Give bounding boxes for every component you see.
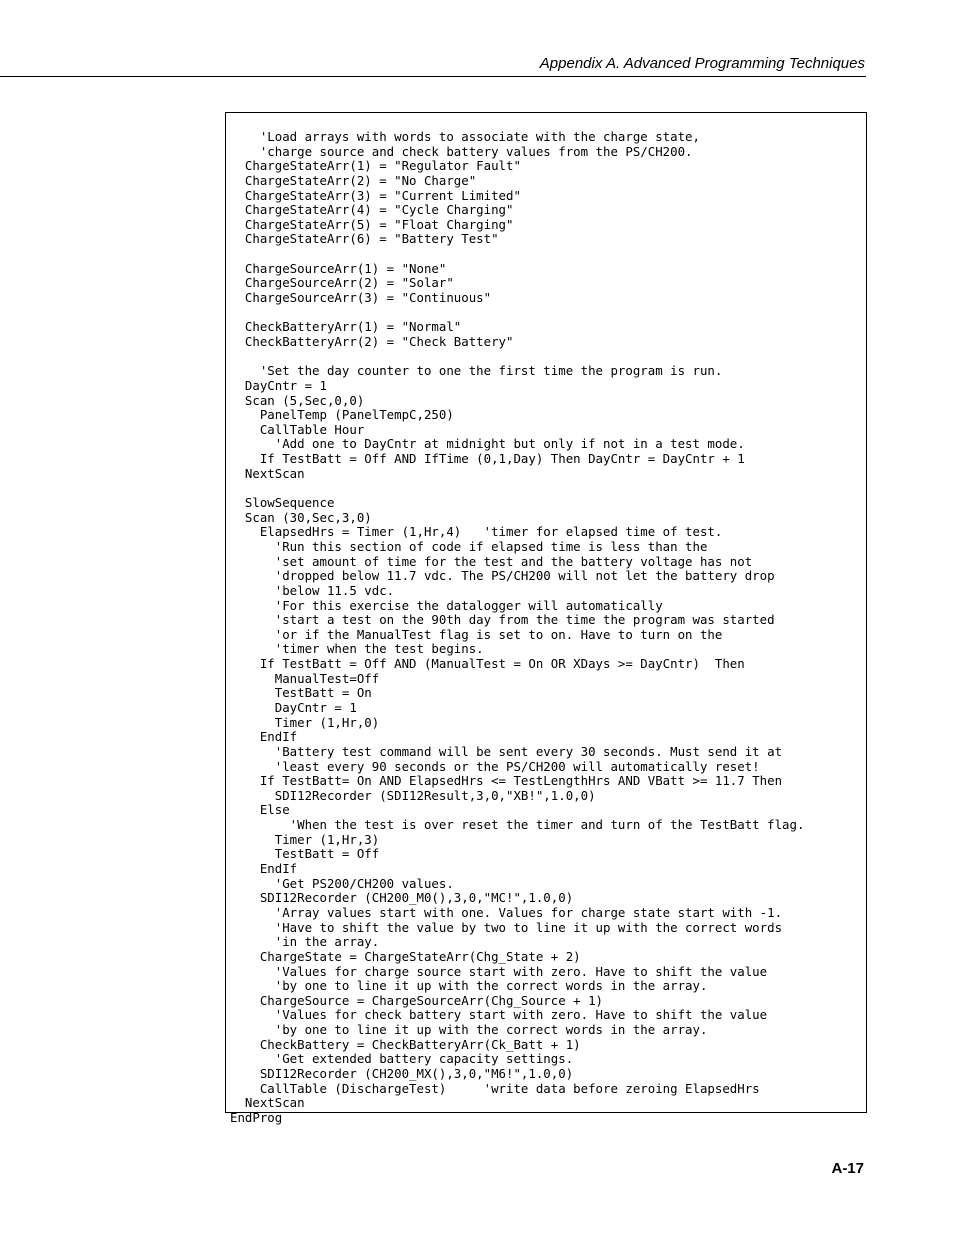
- code-line: SDI12Recorder (SDI12Result,3,0,"XB!",1.0,0): [230, 787, 596, 803]
- code-line: CheckBatteryArr(1) = "Normal": [230, 319, 462, 335]
- code-line: 'charge source and check battery values from the PS/CH200.: [230, 143, 693, 159]
- code-line: CallTable Hour: [230, 421, 365, 437]
- code-line: 'Run this section of code if elapsed time is less than the: [230, 538, 708, 554]
- code-line: 'Get PS200/CH200 values.: [230, 875, 454, 891]
- code-line: ChargeStateArr(4) = "Cycle Charging": [230, 202, 514, 218]
- code-line: 'by one to line it up with the correct words in the array.: [230, 1022, 708, 1038]
- code-line: EndIf: [230, 729, 298, 745]
- code-line: DayCntr = 1: [230, 377, 327, 393]
- code-line: ManualTest=Off: [230, 670, 380, 686]
- code-line: If TestBatt= On AND ElapsedHrs <= TestLengthHrs AND VBatt >= 11.7 Then: [230, 773, 783, 789]
- code-line: [230, 350, 866, 365]
- running-header-title: Appendix A. Advanced Programming Techniques: [539, 55, 865, 72]
- code-line: SlowSequence: [230, 495, 335, 511]
- code-line: CallTable (DischargeTest) 'write data before zeroing ElapsedHrs: [230, 1080, 760, 1096]
- code-line: TestBatt = On: [230, 685, 372, 701]
- code-line: Scan (5,Sec,0,0): [230, 392, 365, 408]
- code-line: 'Have to shift the value by two to line it up with the correct words: [230, 919, 783, 935]
- code-line: EndIf: [230, 861, 298, 877]
- code-line: CheckBatteryArr(2) = "Check Battery": [230, 333, 514, 349]
- code-line: 'in the array.: [230, 934, 380, 950]
- code-line: 'Values for charge source start with zero. Have to shift the value: [230, 963, 768, 979]
- code-line: 'Values for check battery start with zero. Have to shift the value: [230, 1007, 768, 1023]
- code-line: ElapsedHrs = Timer (1,Hr,4) 'timer for elapsed time of test.: [230, 524, 723, 540]
- code-line: Else: [230, 802, 290, 818]
- code-line: 'least every 90 seconds or the PS/CH200 will automatically reset!: [230, 758, 760, 774]
- code-line: ChargeStateArr(1) = "Regulator Fault": [230, 158, 521, 174]
- code-line: ChargeState = ChargeStateArr(Chg_State + 2): [230, 948, 581, 964]
- code-line: ChargeSourceArr(1) = "None": [230, 260, 447, 276]
- code-line: 'Set the day counter to one the first time the program is run.: [230, 363, 723, 379]
- code-line: Timer (1,Hr,3): [230, 831, 380, 847]
- code-line: SDI12Recorder (CH200_M0(),3,0,"MC!",1.0,0): [230, 890, 574, 906]
- code-line: Timer (1,Hr,0): [230, 714, 380, 730]
- code-line: ChargeSourceArr(2) = "Solar": [230, 275, 454, 291]
- code-line: 'Get extended battery capacity settings.: [230, 1051, 574, 1067]
- code-line: 'below 11.5 vdc.: [230, 582, 395, 598]
- code-listing-box: [225, 112, 867, 1125]
- code-line: ChargeStateArr(2) = "No Charge": [230, 172, 477, 188]
- code-line: If TestBatt = Off AND IfTime (0,1,Day) Then DayCntr = DayCntr + 1: [230, 451, 745, 467]
- code-line: PanelTemp (PanelTempC,250): [230, 407, 454, 423]
- code-line: 'timer when the test begins.: [230, 641, 484, 657]
- code-line: Scan (30,Sec,3,0): [230, 509, 372, 525]
- page-number: A-17: [831, 1160, 864, 1177]
- code-line: 'When the test is over reset the timer and turn of the TestBatt flag.: [230, 817, 805, 833]
- code-line: 'or if the ManualTest flag is set to on. Have to turn on the: [230, 626, 723, 642]
- code-line: If TestBatt = Off AND (ManualTest = On OR XDays >= DayCntr) Then: [230, 656, 745, 672]
- code-line: 'Load arrays with words to associate with the charge state,: [230, 129, 700, 144]
- code-line: NextScan: [230, 1095, 305, 1111]
- code-line: ChargeStateArr(5) = "Float Charging": [230, 216, 514, 232]
- code-line: TestBatt = Off: [230, 846, 380, 862]
- code-line: SDI12Recorder (CH200_MX(),3,0,"M6!",1.0,0): [230, 1066, 574, 1081]
- code-line: 'Add one to DayCntr at midnight but only if not in a test mode.: [230, 436, 745, 452]
- code-line: ChargeStateArr(3) = "Current Limited": [230, 187, 521, 203]
- code-line: [230, 481, 866, 496]
- code-line: CheckBattery = CheckBatteryArr(Ck_Batt + 1): [230, 1036, 581, 1052]
- code-line: ChargeSourceArr(3) = "Continuous": [230, 290, 492, 306]
- code-line: [230, 306, 866, 321]
- code-line: ChargeSource = ChargeSourceArr(Chg_Source + 1): [230, 992, 603, 1008]
- code-line: EndProg: [230, 1109, 283, 1125]
- code-line: 'Battery test command will be sent every 30 seconds. Must send it at: [230, 743, 783, 759]
- code-line: 'For this exercise the datalogger will automatically: [230, 597, 663, 613]
- code-line: 'start a test on the 90th day from the time the program was started: [230, 612, 775, 628]
- code-line: 'Array values start with one. Values for charge state start with -1.: [230, 904, 783, 920]
- code-line: [230, 247, 866, 262]
- code-line: DayCntr = 1: [230, 699, 357, 715]
- code-line: 'dropped below 11.7 vdc. The PS/CH200 will not let the battery drop: [230, 568, 775, 584]
- code-line: 'set amount of time for the test and the battery voltage has not: [230, 553, 753, 569]
- header-divider: [0, 76, 866, 77]
- code-line: NextScan: [230, 465, 305, 481]
- code-line: 'by one to line it up with the correct words in the array.: [230, 978, 708, 994]
- code-line: ChargeStateArr(6) = "Battery Test": [230, 231, 499, 247]
